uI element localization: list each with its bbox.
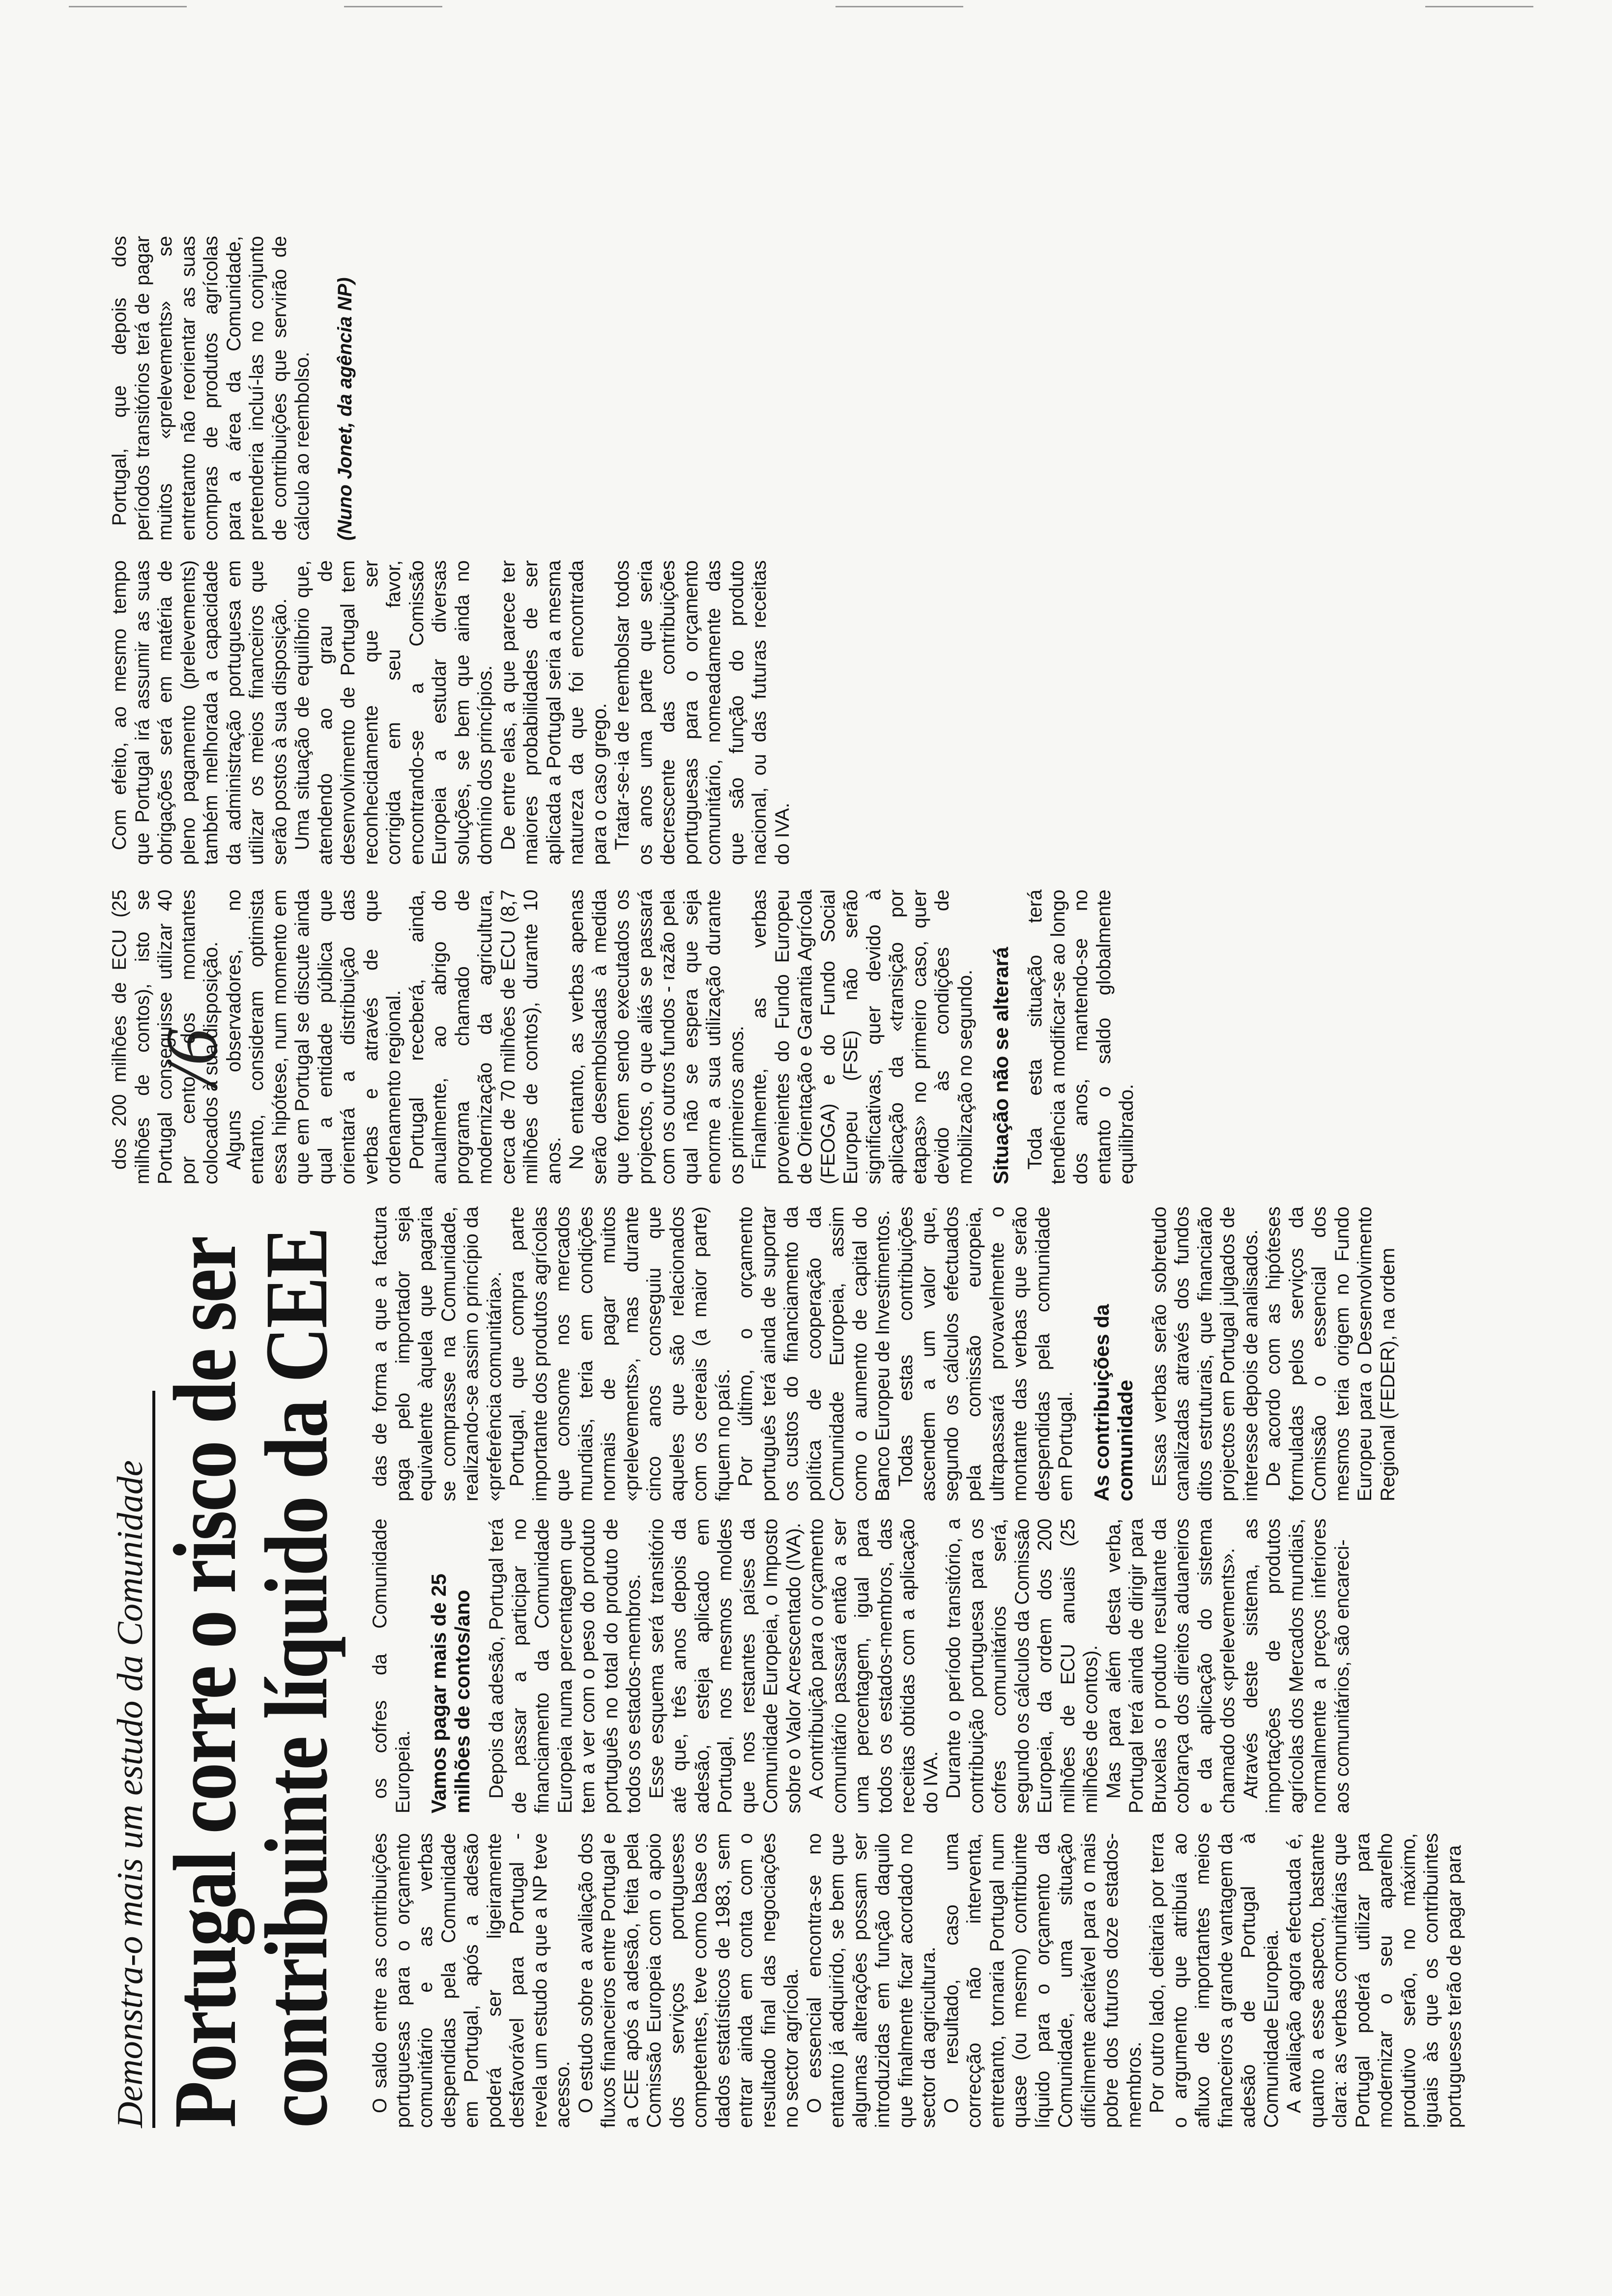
kicker: Demonstra-o mais um estudo da Comunidade	[108, 1391, 155, 2128]
paragraph: Esse esquema será transitório até que, três anos depois da adesão, esteja aplicado em Portugal, nos mesmos moldes que nos restantes países da Comunidade Europeia, o Imposto sobre o Valor Acrescentado (IVA).	[645, 1519, 805, 1813]
article-column-6	[108, 236, 1288, 541]
paragraph: Durante o período transitório, a contribuição portuguesa para os cofres comunitários será, segundo os cálculos da Comissão Europeia, da ordem dos 200 milhões de ECU anuais (25 milhões de contos).	[943, 1519, 1101, 1813]
article-column-4	[108, 890, 1288, 1184]
paragraph: os cofres da Comunidade Europeia.	[369, 1519, 414, 1813]
paragraph: No entanto, as verbas apenas serão desembolsadas à medida que forem sendo executados os projectos, o que aliás se passará com os outros fundos - razão pela qual não se espera que seja enorme a sua utilização durante os primeiros anos.	[566, 890, 748, 1184]
paragraph: Toda esta situação terá tendência a modificar-se ao longo dos anos, mantendo-se no entanto o saldo globalmente equilibrado.	[1024, 890, 1137, 1184]
paragraph: O saldo entre as contribuições portuguesas para o orçamento comunitário e as verbas despendidas pela Comunidade em Portugal, após a adesão poderá ser ligeiramente desfavorável para Portugal - revela um estudo a que a NP teve acesso.	[369, 1833, 574, 2128]
headline-line-2: contribuinte líquido da CEE	[247, 1228, 346, 2128]
article-column-2	[369, 1519, 1353, 1813]
handwritten-mark: /6	[151, 1029, 232, 1086]
paragraph: Por último, o orçamento português terá ainda de suportar os custos do financiamento da política de cooperação da Comunidade Europeia, assim como o aumento de capital do Banco Europeu de Investimentos.	[735, 1206, 893, 1501]
paragraph: Com efeito, ao mesmo tempo que Portugal irá assumir as suas obrigações será em matéria de pleno pagamento (prelevements) também melhorada a capacidade da administração portuguesa em utilizar os meios financeiros que serão postos à sua disposição.	[109, 560, 290, 865]
subheading: As contribuições da comunidade	[1090, 1304, 1137, 1501]
paragraph: Mas para além desta verba, Portugal terá ainda de dirigir para Bruxelas o produto resultante da cobrança dos direitos aduaneiros e da aplicação do sistema chamado dos «prelevements».	[1102, 1519, 1238, 1813]
headline-line-1: Portugal corre o risco de ser	[156, 1237, 255, 2128]
paragraph: Finalmente, as verbas provenientes do Fundo Europeu de Orientação e Garantia Agrícola (FEOGA) e do Fundo Social Europeu (FSE) não serão significativas, quer devido à aplicação da «transição por etapas» no primeiro caso, quer devido às condições de mobilização no segundo.	[748, 890, 976, 1184]
paragraph: Depois da adesão, Portugal terá de passar a participar no financiamento da Comunidade Europeia numa percentagem que tem a ver com o peso do produto português no total do produto de todos os estados-membros.	[486, 1519, 644, 1813]
scan-line	[69, 6, 187, 7]
paragraph: Essas verbas serão sobretudo canalizadas através dos fundos ditos estruturais, que financiarão projectos em Portugal julgados de interesse depois de analisados.	[1148, 1206, 1262, 1501]
article-column-5	[108, 560, 1288, 865]
scan-line	[835, 6, 963, 7]
paragraph: das de forma a que a factura paga pelo importador seja equivalente àquela que pagaria se comprasse na Comunidade, realizando-se assim o princípio da «preferência comunitária».	[369, 1206, 505, 1501]
newspaper-clipping	[108, 162, 1465, 2128]
paragraph: De entre elas, a que parece ter maiores probabilidades de ser aplicada a Portugal seria a mesma natureza da que foi encontrada para o caso grego.	[497, 560, 610, 865]
paragraph: Todas estas contribuições ascendem a um valor que, segundo os cálculos efectuados pela comissão europeia, ultrapassará provavelmente o montante das verbas que serão despendidas pela comunidade em Portugal.	[894, 1206, 1076, 1501]
article-column-3	[369, 1206, 1399, 1501]
paragraph: Por outro lado, deitaria por terra o argumento que atribuía ao afluxo de importantes meios financeiros a grande vantagem da adesão de Portugal à Comunidade Europeia.	[1146, 1833, 1282, 2128]
paragraph: O essencial encontra-se no entanto já adquirido, se bem que algumas alterações possam ser introduzidas em função daquilo que finalmente ficar acordado no sector da agricultura.	[803, 1833, 939, 2128]
paragraph: Portugal receberá, ainda, anualmente, ao abrigo do programa chamado de modernização da agricultura, cerca de 70 milhões de ECU (8,7 milhões de contos), durante 10 anos.	[405, 890, 565, 1184]
article-column-1	[369, 1833, 1465, 2128]
paragraph: Portugal, que depois dos períodos transitórios terá de pagar muitos «prelevements» se entretanto não reorientar as suas compras de produtos agrícolas para a área da Comunidade, pretenderia incluí-las no conjunto de contribuições que servirão de cálculo ao reembolso.	[109, 236, 313, 541]
subheading: Situação não se alterará	[989, 947, 1012, 1184]
paragraph: A contribuição para o orçamento comunitário passará então a ser uma percentagem, igual para todos os estados-membros, das receitas obtidas com a aplicação do IVA.	[806, 1519, 942, 1813]
paragraph: dos 200 milhões de ECU (25 milhões de contos), isto se Portugal conseguisse utilizar 40 por cento dos montantes colocados à sua disposição.	[109, 890, 222, 1184]
scan-line	[1425, 6, 1533, 7]
byline: (Nuno Jonet, da agência NP)	[334, 277, 356, 541]
paragraph: Tratar-se-ia de reembolsar todos os anos uma parte que seria decrescente das contribuições portuguesas para o orçamento comunitário, nomeadamente das que são função do produto nacional, ou das futuras receitas do IVA.	[611, 560, 793, 865]
paragraph: De acordo com as hipóteses formuladas pelos serviços da Comissão o essencial dos mesmos teria origem no Fundo Europeu para o Desenvolvimento Regional (FEDER), na ordem	[1263, 1206, 1399, 1501]
subheading: Vamos pagar mais de 25 milhões de contos/ano	[427, 1574, 474, 1813]
paragraph: A avaliação agora efectuada é, quanto a esse aspecto, bastante clara: as verbas comunitárias que Portugal poderá utilizar para modernizar o seu aparelho produtivo serão, no máximo, iguais às que os contribuintes portugueses terão de pagar para	[1283, 1833, 1465, 2128]
paragraph: Uma situação de equilíbrio que, atendendo ao grau de desenvolvimento de Portugal tem reconhecidamente que ser corrigida em seu favor, encontrando-se a Comissão Europeia a estudar diversas soluções, se bem que ainda no domínio dos princípios.	[291, 560, 496, 865]
paragraph: Portugal, que compra parte importante dos produtos agrícolas que consome nos mercados mundiais, teria em condições normais de pagar muitos «prelevements», mas durante cinco anos conseguiu que aqueles que são relacionados com os cereais (a maior parte) fiquem no país.	[506, 1206, 734, 1501]
scan-line	[344, 6, 442, 7]
paragraph: Alguns observadores, no entanto, consideram optimista essa hipótese, num momento em que em Portugal se discute ainda qual a entidade pública que orientará a distribuição das verbas e através de que ordenamento regional.	[223, 890, 404, 1184]
paragraph: O resultado, caso uma correcção não interventa, entretanto, tornaria Portugal num quase (ou mesmo) contribuinte líquido para o orçamento da Comunidade, uma situação dificilmente aceitável para o mais pobre dos futuros doze estados-membros.	[940, 1833, 1145, 2128]
paragraph: O estudo sobre a avaliação dos fluxos financeiros entre Portugal e a CEE após a adesão, feita pela Comissão Europeia com o apoio dos serviços portugueses competentes, teve como base os dados estatísticos de 1983, sem entrar ainda em conta com o resultado final das negociações no sector agrícola.	[575, 1833, 802, 2128]
paragraph: Através deste sistema, as importações de produtos agrícolas dos Mercados mundiais, normalmente a preços inferiores aos comunitários, são encareci-	[1239, 1519, 1353, 1813]
